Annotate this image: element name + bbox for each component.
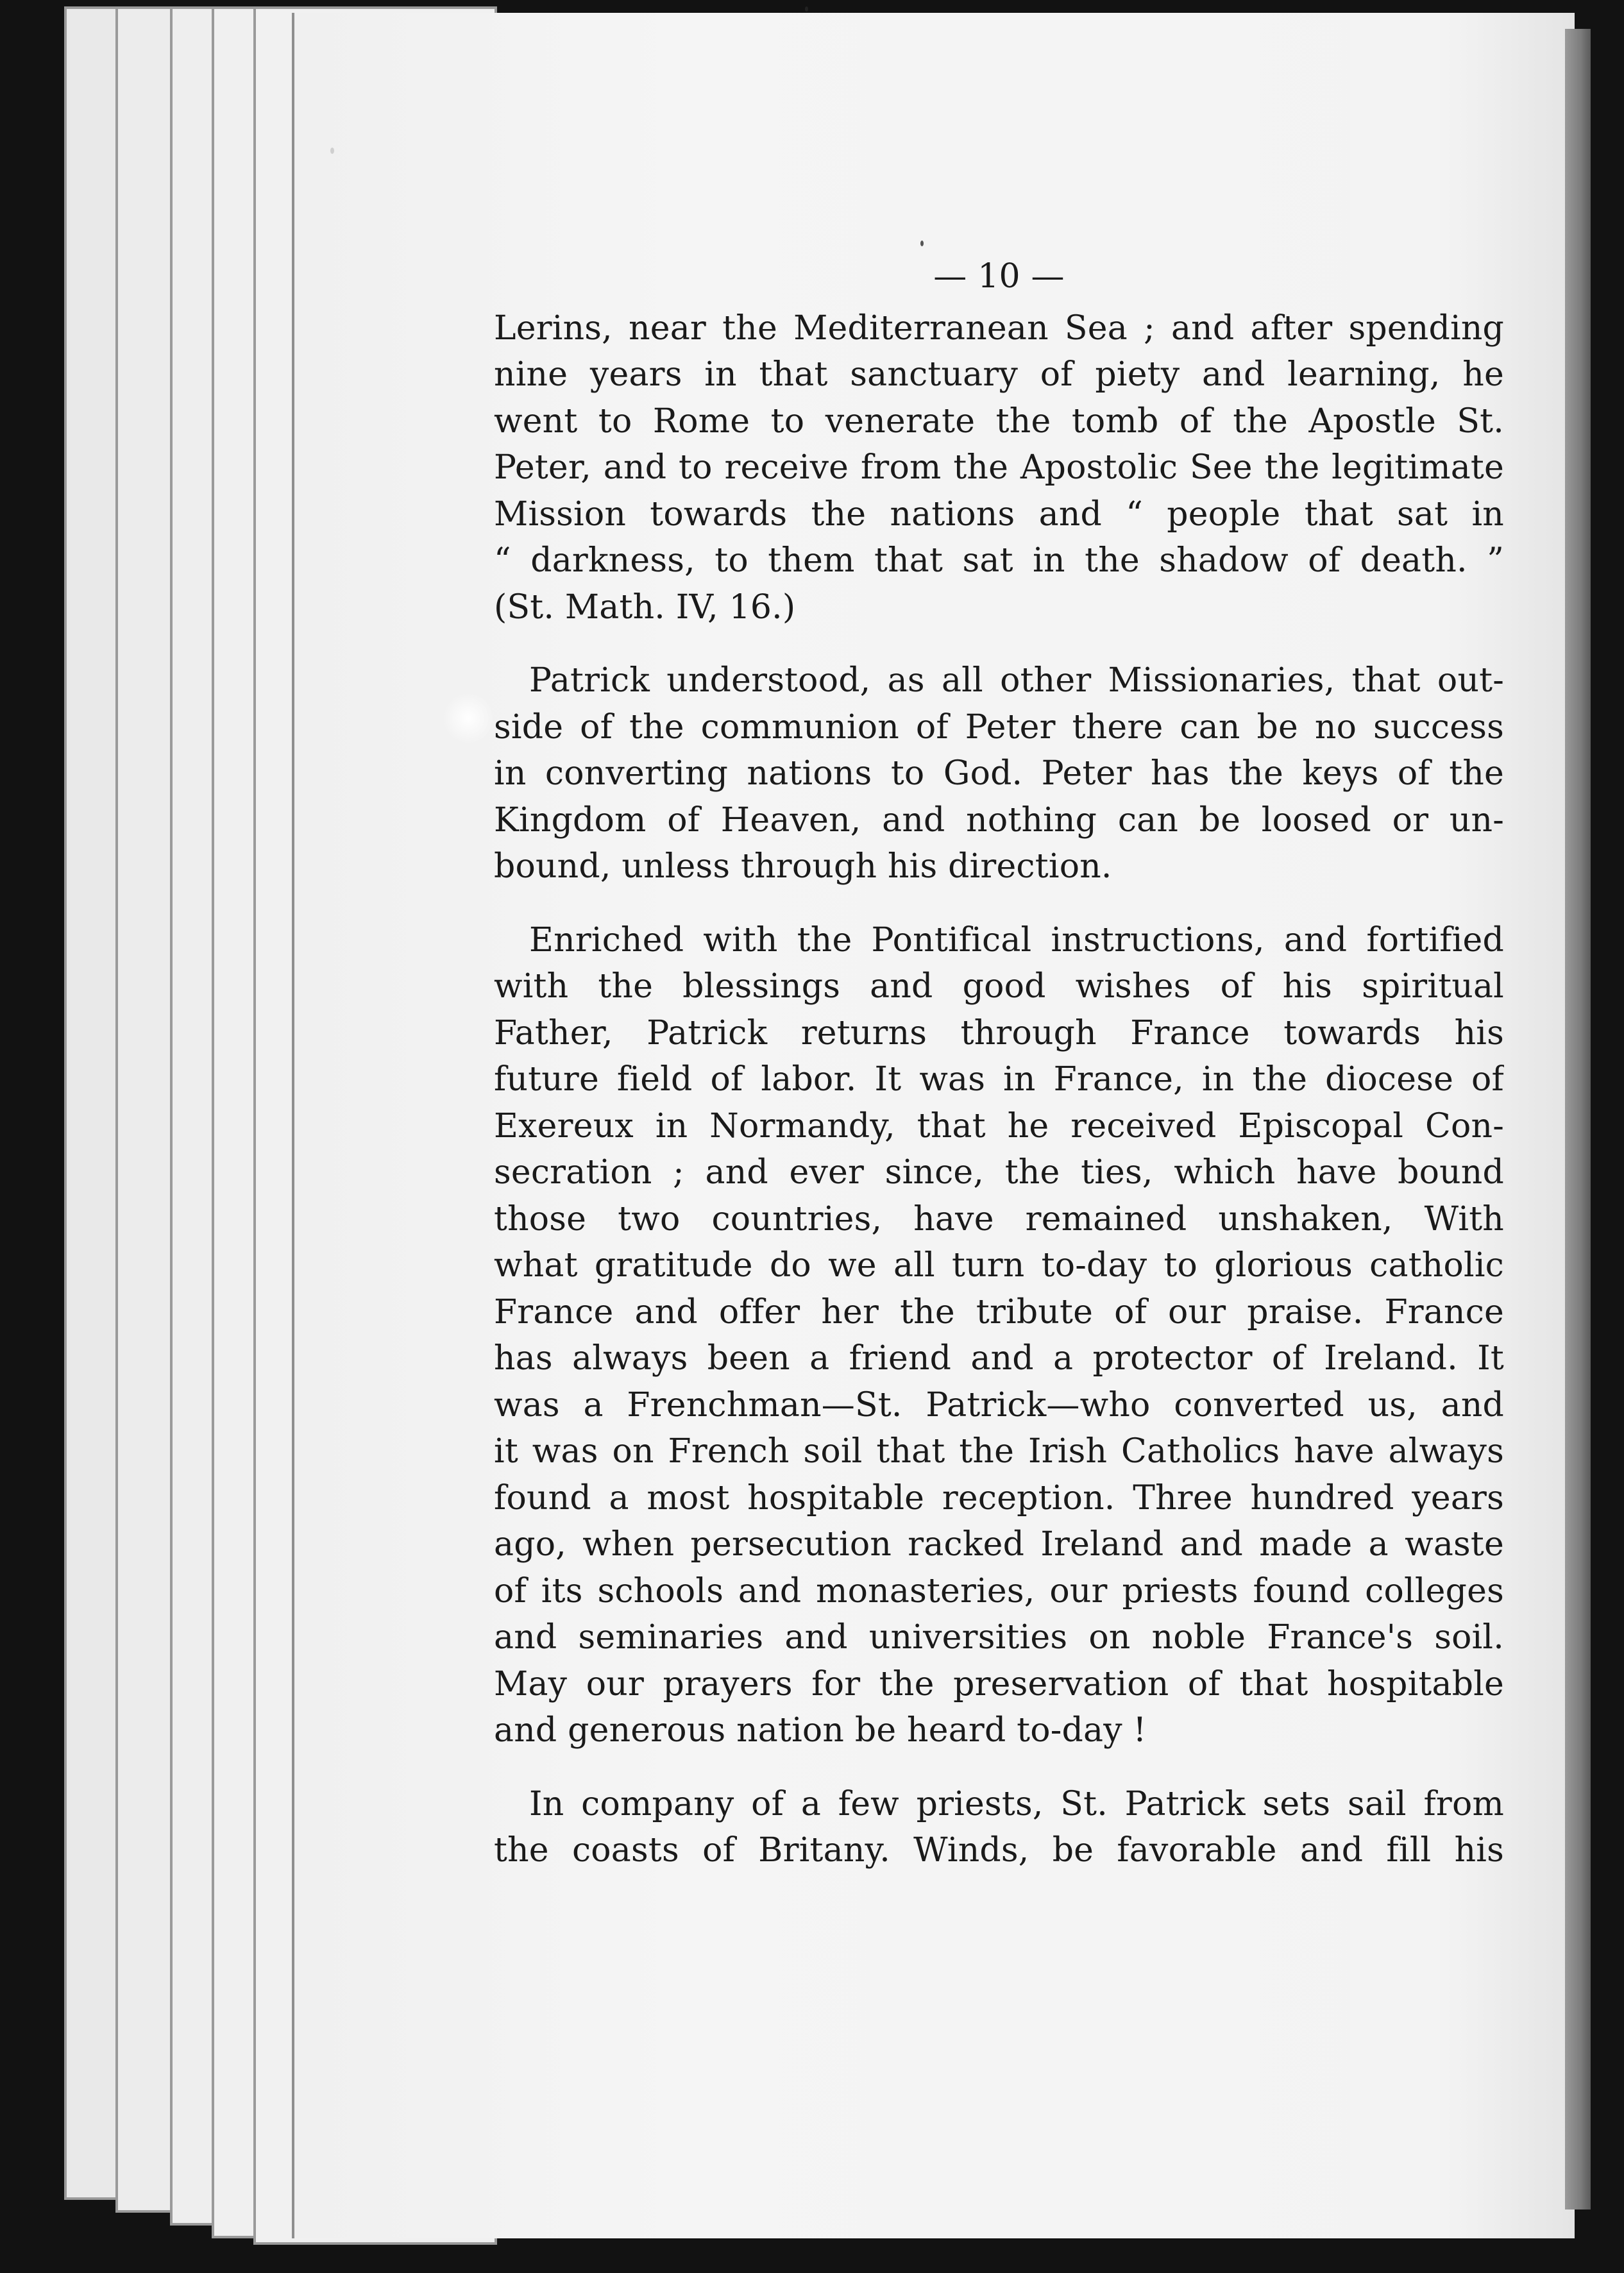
text-line: it was on French soil that the Irish Catholics have always: [494, 1432, 1504, 1471]
text-line: of its schools and monasteries, our priests found colleges: [494, 1571, 1504, 1610]
text-line: Patrick understood, as all other Missionaries, that out-: [529, 661, 1504, 700]
text-line: nine years in that sanctuary of piety and learning, he: [494, 355, 1504, 394]
dust-speck: [805, 6, 808, 12]
text-line: has always been a friend and a protector of Ireland. It: [494, 1339, 1504, 1378]
text-line: side of the communion of Peter there can be no success: [494, 707, 1504, 747]
text-line: what gratitude do we all turn to-day to glorious catholic: [494, 1246, 1504, 1285]
text-line: was a Frenchman—St. Patrick—who converted us, and: [494, 1385, 1504, 1424]
text-line: and generous nation be heard to-day !: [494, 1711, 1147, 1750]
book-binding-shadow: [1565, 29, 1591, 2210]
text-line: Exereux in Normandy, that he received Episcopal Con-: [494, 1106, 1504, 1145]
light-glare: [443, 693, 494, 744]
text-line: with the blessings and good wishes of his spiritual: [494, 967, 1504, 1006]
text-line: Lerins, near the Mediterranean Sea ; and after spending: [494, 308, 1504, 348]
paragraph-2: [494, 657, 1504, 890]
text-line: (St. Math. IV, 16.): [494, 587, 796, 627]
text-line: May our prayers for the preservation of that hospitable: [494, 1664, 1504, 1703]
text-line: future field of labor. It was in France, in the diocese of: [494, 1060, 1504, 1099]
paragraph-4: [494, 1781, 1504, 1874]
text-line: Mission towards the nations and “ people that sat in: [494, 494, 1504, 534]
text-line: in converting nations to God. Peter has the keys of the: [494, 754, 1504, 793]
paragraph-3: [494, 917, 1504, 1754]
text-line: found a most hospitable reception. Three hundred years: [494, 1478, 1504, 1517]
text-line: Kingdom of Heaven, and nothing can be loosed or un-: [494, 800, 1504, 840]
page-number: — 10 —: [933, 257, 1065, 296]
text-line: and seminaries and universities on noble France's soil.: [494, 1618, 1504, 1657]
text-line: ago, when persecution racked Ireland and made a waste: [494, 1525, 1504, 1564]
text-line: France and offer her the tribute of our praise. France: [494, 1292, 1504, 1331]
dust-speck: [330, 148, 334, 154]
paragraph-1: [494, 305, 1504, 631]
text-line: bound, unless through his direction.: [494, 847, 1112, 886]
text-line: secration ; and ever since, the ties, which have bound: [494, 1153, 1504, 1192]
text-line: those two countries, have remained unshaken, With: [494, 1199, 1504, 1238]
text-line: In company of a few priests, St. Patrick sets sail from: [529, 1784, 1504, 1823]
text-line: the coasts of Britany. Winds, be favorable and fill his: [494, 1831, 1504, 1870]
text-line: Father, Patrick returns through France towards his: [494, 1013, 1504, 1052]
text-line: Peter, and to receive from the Apostolic See the legitimate: [494, 448, 1504, 487]
page-text: [494, 253, 1504, 1901]
text-line: Enriched with the Pontifical instructions, and fortified: [529, 920, 1504, 959]
text-line: “ darkness, to them that sat in the shadow of death. ”: [494, 541, 1504, 580]
dust-speck: [920, 241, 924, 246]
text-line: went to Rome to venerate the tomb of the Apostle St.: [494, 401, 1504, 441]
